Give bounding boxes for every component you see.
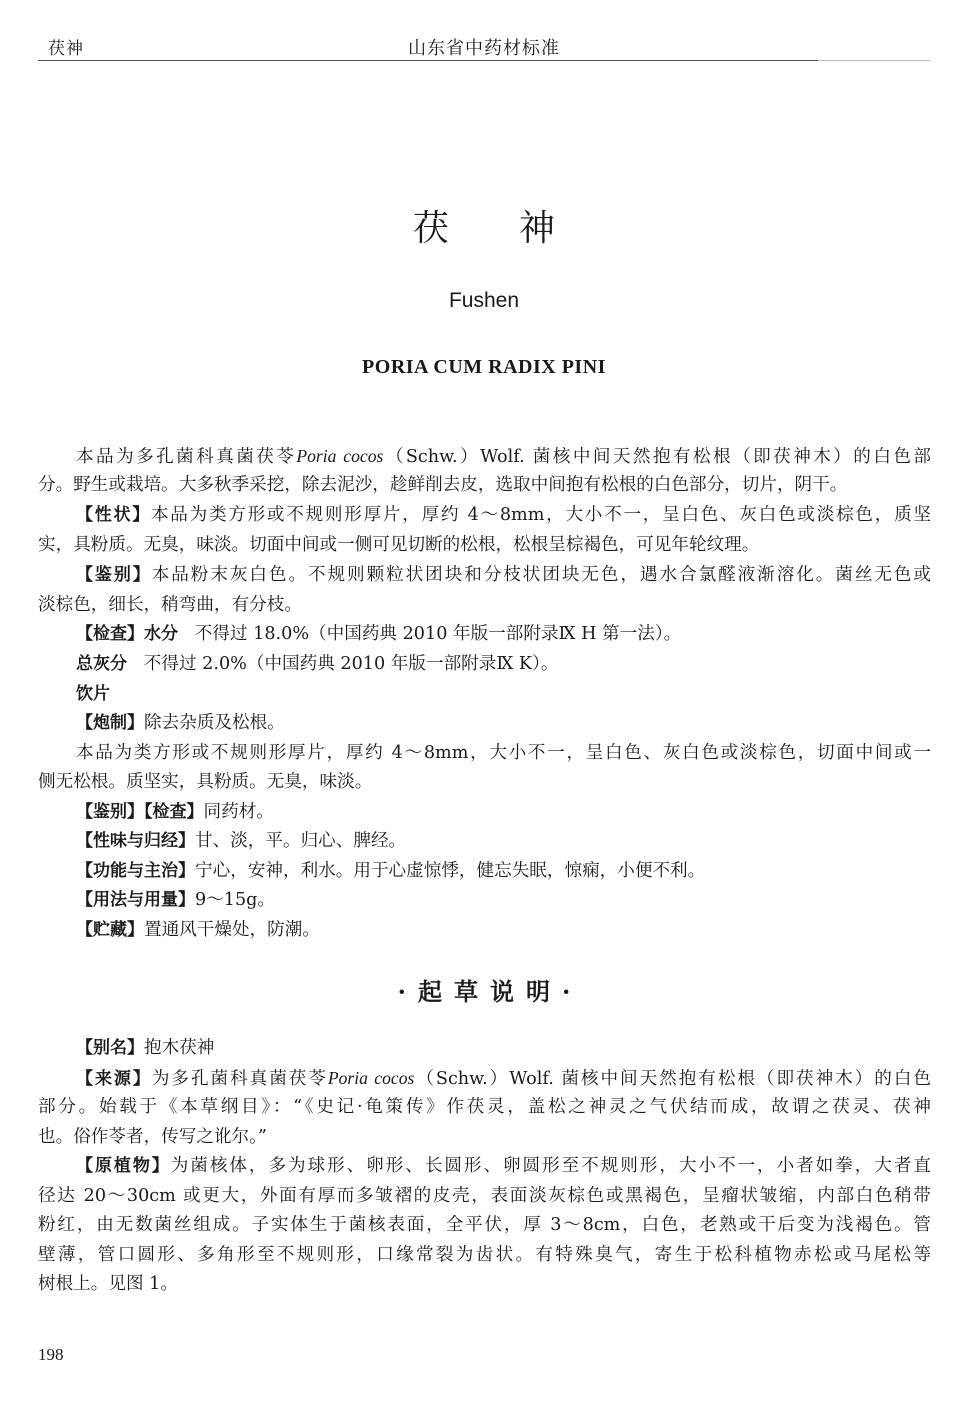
title-pinyin: Fushen (448, 289, 520, 312)
laiyuan-text-b: （Schw.）Wolf. 菌核中间天然抱有松根（即茯神木）的白色 (414, 1069, 931, 1089)
jianbie-jiancha-text: 同药材。 (203, 802, 274, 822)
water-text: 不得过 18.0%（中国药典 2010 年版一部附录Ⅸ H 第一法）。 (194, 624, 682, 644)
paozhi-desc-line-2: 侧无松根。质坚实，具粉质。无臭，味淡。 (38, 772, 373, 792)
yongfa-line (38, 885, 931, 915)
yuanzhiwu-line-1 (38, 1151, 931, 1181)
title-latin: PORIA CUM RADIX PINI (362, 356, 606, 378)
yinpian-label: 饮片 (76, 684, 110, 704)
header-rule-extension (818, 60, 930, 61)
xingzhuang-line-2: 实，具粉质。无臭，味淡。切面中间或一侧可见切断的松根，松根呈棕褐色，可见年轮纹理。 (38, 535, 760, 555)
header-left: 茯神 (48, 39, 84, 59)
header-center: 山东省中药材标准 (408, 38, 560, 59)
jiancha-line-water (38, 619, 931, 649)
jiancha-label-2: 【检查】 (144, 802, 204, 822)
intro-line-2: 分。野生或栽培。大多秋季采挖，除去泥沙，趁鲜削去皮，选取中间抱有松根的白色部分，切片，阴干。 (38, 475, 848, 495)
zhucang-text: 置通风干燥处，防潮。 (144, 920, 320, 940)
laiyuan-line-3: 也。俗作苓者，传写之讹尔。” (38, 1127, 267, 1147)
gongneng-text: 宁心，安神，利水。用于心虚惊悸，健忘失眠，惊痫，小便不利。 (195, 861, 706, 881)
laiyuan-latin-name: Poria cocos (327, 1068, 415, 1088)
yinpian-heading (38, 679, 931, 709)
zhucang-label: 【贮藏】 (76, 920, 144, 940)
jianbie-line-2: 淡棕色，细长，稍弯曲，有分枝。 (38, 595, 302, 615)
jiancha-label: 【检查】 (76, 624, 144, 644)
xingwei-label: 【性味与归经】 (76, 831, 195, 851)
jianbie-text-1: 本品粉末灰白色。不规则颗粒状团块和分枝状团块无色，遇水合氯醛液渐溶化。菌丝无色或 (151, 565, 931, 585)
jiancha-line-ash (38, 649, 931, 679)
paozhi-line (38, 708, 931, 738)
laiyuan-line-1 (38, 1063, 931, 1093)
xingzhuang-text-1: 本品为类方形或不规则形厚片，厚约 4～8mm，大小不一，呈白色、灰白色或淡棕色，质坚 (150, 505, 931, 525)
title-chinese: 茯神 (412, 208, 625, 249)
zhucang-line (38, 915, 931, 945)
xingzhuang-line-1 (38, 500, 931, 530)
intro-line-1 (38, 441, 931, 471)
paozhi-label: 【炮制】 (76, 713, 144, 733)
paozhi-text: 除去杂质及松根。 (144, 713, 285, 733)
gongneng-line (38, 856, 931, 886)
jianbie-label: 【鉴别】 (76, 565, 152, 585)
header-rule (38, 60, 818, 61)
xingwei-text: 甘、淡，平。归心、脾经。 (195, 831, 407, 851)
ash-label: 总灰分 (76, 654, 127, 674)
jianbie-label-2: 【鉴别】 (76, 802, 144, 822)
yuanzhiwu-line-3: 粉红，由无数菌丝组成。子实体生于菌核表面，全平伏，厚 3～8cm，白色，老熟或干后变为浅褐色。管 (38, 1215, 931, 1235)
water-label: 水分 (144, 624, 178, 644)
intro-text-b: （Schw.）Wolf. 菌核中间天然抱有松根（即茯神木）的白色部 (383, 447, 931, 467)
paozhi-desc-line-1: 本品为类方形或不规则形厚片，厚约 4～8mm，大小不一，呈白色、灰白色或淡棕色，切面中间或一 (76, 743, 931, 763)
xingzhuang-label: 【性状】 (76, 505, 151, 525)
ash-text: 不得过 2.0%（中国药典 2010 年版一部附录Ⅸ K）。 (143, 654, 559, 674)
drafting-notes-heading: ·起草说明· (397, 977, 583, 1006)
laiyuan-label: 【来源】 (76, 1069, 152, 1089)
bieming-line (38, 1033, 931, 1063)
yuanzhiwu-line-2: 径达 20～30cm 或更大，外面有厚而多皱褶的皮壳，表面淡灰棕色或黑褐色，呈瘤状皱缩，内部白色稍带 (38, 1186, 931, 1206)
intro-latin-name: Poria cocos (296, 446, 384, 466)
yuanzhiwu-line-4: 壁薄，管口圆形、多角形至不规则形，口缘常裂为齿状。有特殊臭气，寄生于松科植物赤松或马尾松等 (38, 1245, 931, 1265)
xingwei-line (38, 826, 931, 856)
bieming-text: 抱木茯神 (144, 1038, 215, 1058)
jianbie-jiancha-line (38, 797, 931, 827)
laiyuan-line-2: 部分。始载于《本草纲目》：“《史记·龟策传》作茯灵，盖松之神灵之气伏结而成，故谓之茯灵、茯神 (38, 1097, 931, 1117)
yuanzhiwu-line-5: 树根上。见图 1。 (38, 1274, 178, 1294)
bieming-label: 【别名】 (76, 1038, 144, 1058)
jianbie-line-1 (38, 560, 931, 590)
intro-text-a: 本品为多孔菌科真菌茯苓 (76, 447, 297, 467)
running-header (38, 34, 930, 58)
yongfa-label: 【用法与用量】 (76, 890, 195, 910)
page-number: 198 (38, 1345, 64, 1364)
laiyuan-text-a: 为多孔菌科真菌茯苓 (151, 1069, 328, 1089)
gongneng-label: 【功能与主治】 (76, 861, 195, 881)
yongfa-text: 9～15g。 (195, 890, 276, 910)
yuanzhiwu-label: 【原植物】 (76, 1156, 171, 1176)
yuanzhiwu-text-1: 为菌核体，多为球形、卵形、长圆形、卵圆形至不规则形，大小不一，小者如拳，大者直 (170, 1156, 931, 1176)
